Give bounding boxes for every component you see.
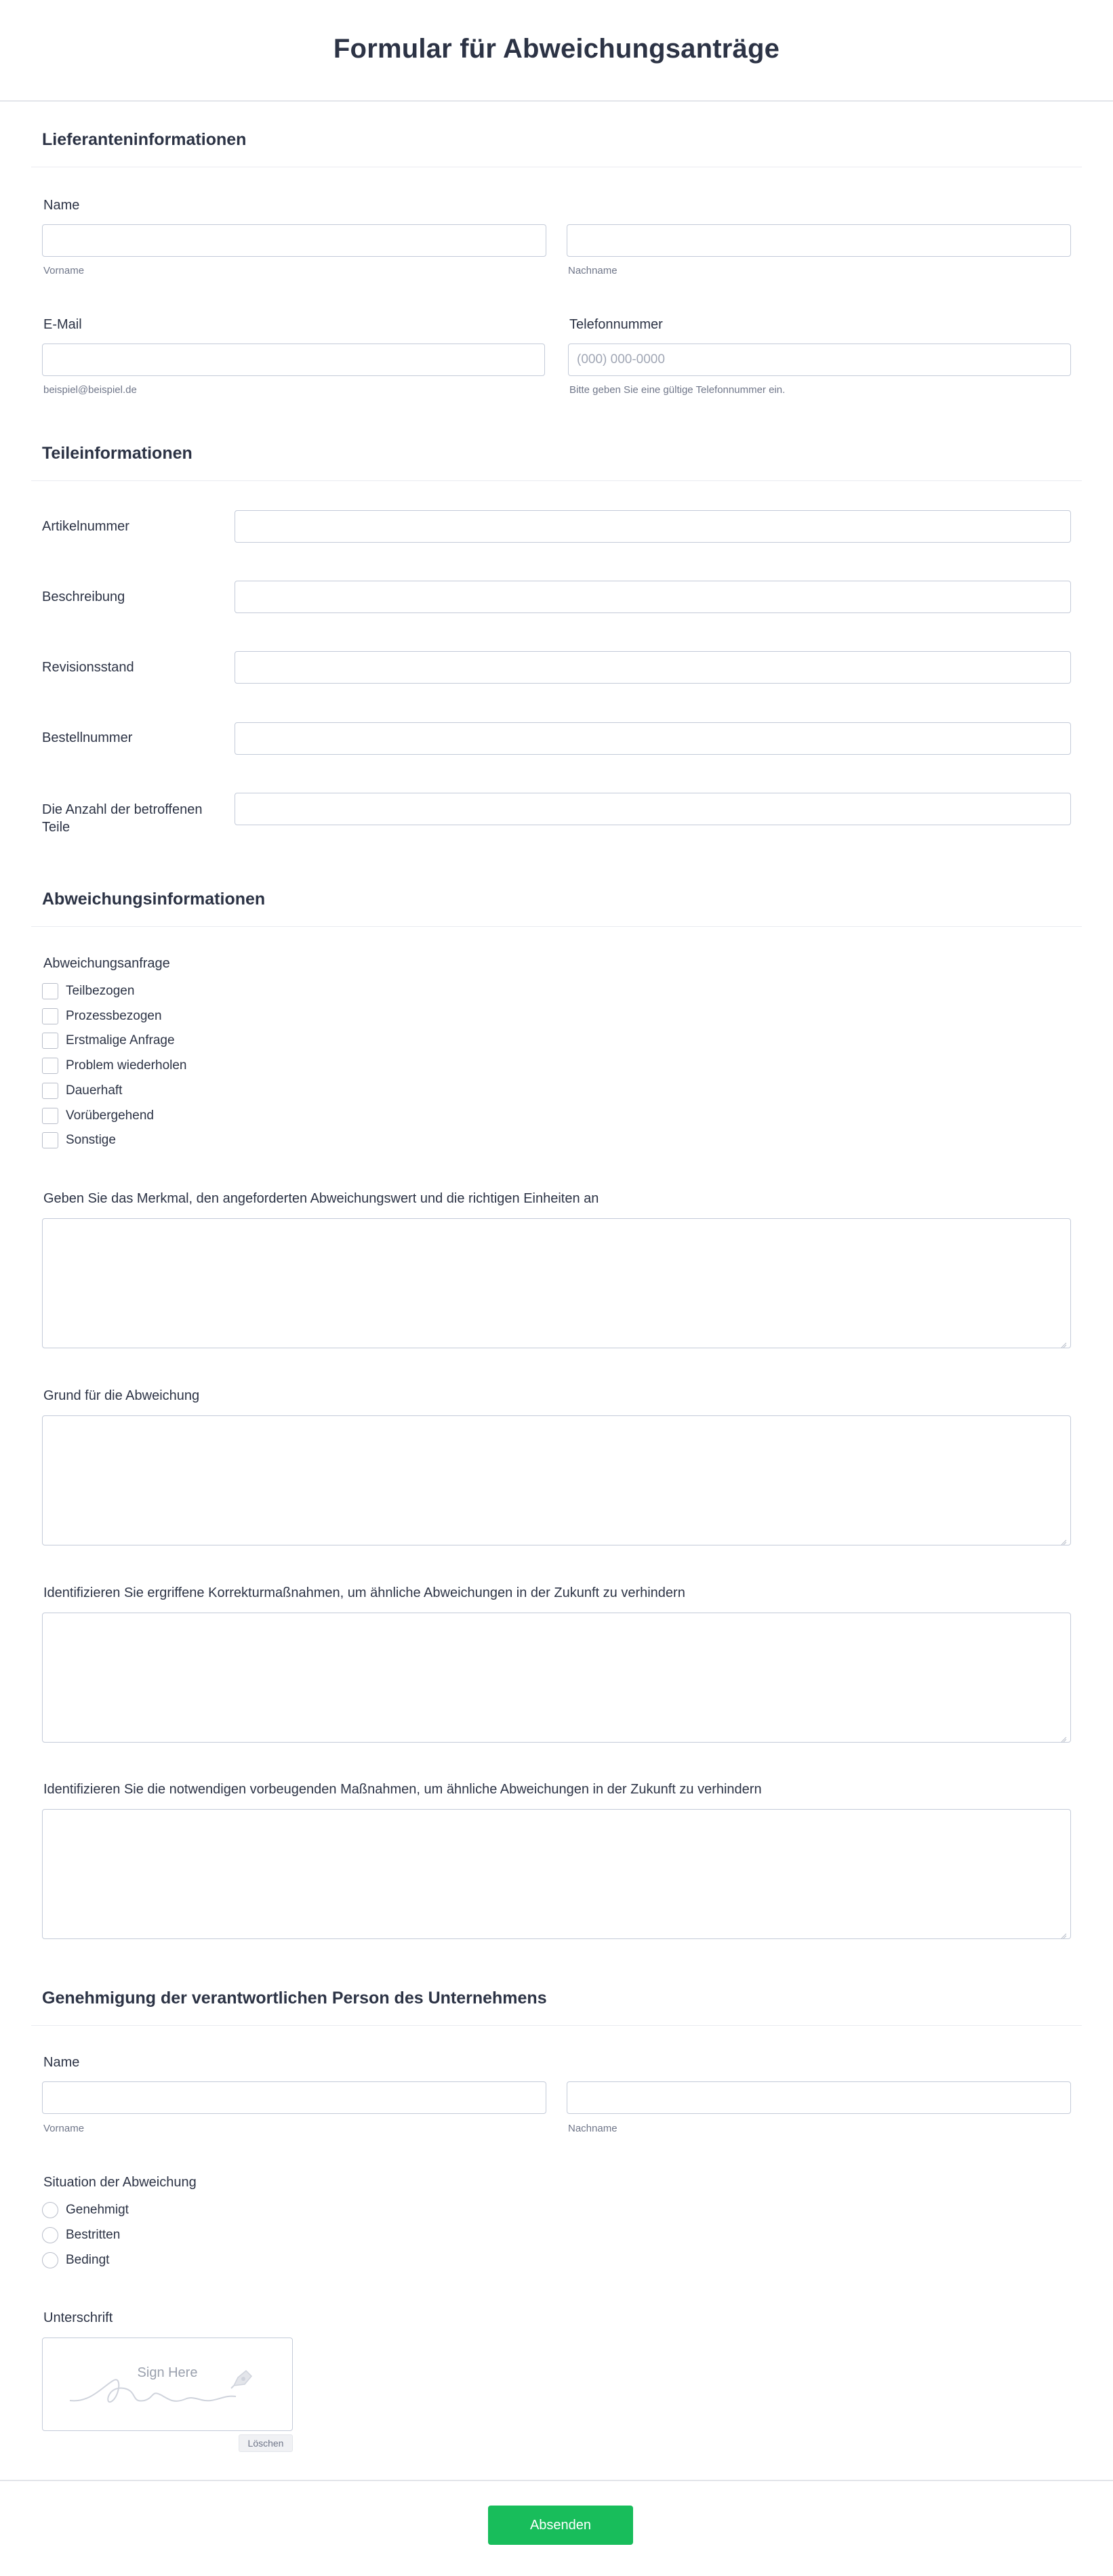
resize-grip-icon[interactable] xyxy=(1060,1932,1067,1939)
checkbox-option[interactable] xyxy=(42,1007,162,1025)
section-divider xyxy=(31,480,1082,481)
supplier-last-name-sublabel: Nachname xyxy=(568,265,618,276)
signature-label: Unterschrift xyxy=(43,2310,113,2325)
approver-name-label: Name xyxy=(43,2055,80,2070)
revision-label: Revisionsstand xyxy=(42,660,134,675)
radio-option[interactable] xyxy=(42,2226,120,2244)
radio-option-label: Genehmigt xyxy=(66,2203,129,2217)
checkbox[interactable] xyxy=(42,1083,58,1099)
section-title-parts: Teileinformationen xyxy=(42,444,193,463)
checkbox-option-label: Vorübergehend xyxy=(66,1108,154,1123)
submit-button[interactable]: Absenden xyxy=(488,2506,633,2545)
approver-last-name-input[interactable] xyxy=(567,2081,1071,2114)
checkbox-option-label: Erstmalige Anfrage xyxy=(66,1033,175,1047)
preventive-actions-textarea[interactable] xyxy=(42,1809,1071,1939)
checkbox[interactable] xyxy=(42,983,58,999)
checkbox-option[interactable] xyxy=(42,1131,116,1149)
affected-parts-label: Die Anzahl der betroffenen Teile xyxy=(42,802,203,835)
approver-last-name-sublabel: Nachname xyxy=(568,2123,618,2134)
checkbox[interactable] xyxy=(42,1058,58,1074)
email-label: E-Mail xyxy=(43,317,82,332)
signature-pad[interactable] xyxy=(42,2338,293,2431)
radio-button[interactable] xyxy=(42,2227,58,2243)
email-sublabel: beispiel@beispiel.de xyxy=(43,384,137,396)
situation-label: Situation der Abweichung xyxy=(43,2175,197,2190)
resize-grip-icon[interactable] xyxy=(1060,1342,1067,1348)
description-label: Beschreibung xyxy=(42,589,125,604)
radio-option[interactable] xyxy=(42,2251,109,2269)
checkbox-option[interactable] xyxy=(42,1107,154,1125)
supplier-last-name-input[interactable] xyxy=(567,224,1071,257)
radio-option-label: Bestritten xyxy=(66,2228,121,2242)
affected-parts-input[interactable] xyxy=(235,793,1071,825)
resize-grip-icon[interactable] xyxy=(1060,1539,1067,1545)
checkbox-option[interactable] xyxy=(42,982,134,1000)
checkbox-option[interactable] xyxy=(42,1082,122,1100)
order-number-input[interactable] xyxy=(235,722,1071,755)
preventive-actions-label: Identifizieren Sie die notwendigen vorbeugenden Maßnahmen, um ähnliche Abweichungen in der Zukunft zu verhindern xyxy=(43,1782,762,1797)
radio-button[interactable] xyxy=(42,2202,58,2218)
phone-label: Telefonnummer xyxy=(569,317,663,332)
radio-button[interactable] xyxy=(42,2252,58,2268)
supplier-name-label: Name xyxy=(43,198,80,213)
form-title: Formular für Abweichungsanträge xyxy=(333,34,780,64)
phone-input[interactable] xyxy=(568,344,1071,376)
checkbox-option[interactable] xyxy=(42,1057,187,1075)
deviation-request-label: Abweichungsanfrage xyxy=(43,956,170,971)
checkbox-option[interactable] xyxy=(42,1032,175,1050)
section-divider xyxy=(31,926,1082,927)
supplier-first-name-sublabel: Vorname xyxy=(43,265,85,276)
signature-placeholder: Sign Here xyxy=(137,2365,198,2380)
section-title-supplier: Lieferanteninformationen xyxy=(42,130,247,149)
part-number-label: Artikelnummer xyxy=(42,519,129,534)
footer-divider xyxy=(0,2480,1113,2481)
pen-icon xyxy=(230,2365,257,2390)
checkbox-option-label: Sonstige xyxy=(66,1133,116,1147)
checkbox-option-label: Teilbezogen xyxy=(66,984,135,998)
approver-first-name-input[interactable] xyxy=(42,2081,546,2114)
characteristic-label: Geben Sie das Merkmal, den angeforderten Abweichungswert und die richtigen Einheiten an xyxy=(43,1191,599,1206)
checkbox-option-label: Prozessbezogen xyxy=(66,1009,162,1023)
section-title-approval: Genehmigung der verantwortlichen Person des Unternehmens xyxy=(42,1989,547,2008)
description-input[interactable] xyxy=(235,581,1071,613)
checkbox[interactable] xyxy=(42,1108,58,1124)
corrective-actions-textarea[interactable] xyxy=(42,1613,1071,1743)
form-header xyxy=(0,0,1113,102)
radio-option[interactable] xyxy=(42,2201,129,2219)
resize-grip-icon[interactable] xyxy=(1060,1736,1067,1743)
revision-input[interactable] xyxy=(235,651,1071,684)
reason-label: Grund für die Abweichung xyxy=(43,1388,200,1403)
radio-option-label: Bedingt xyxy=(66,2253,110,2267)
corrective-actions-label: Identifizieren Sie ergriffene Korrekturmaßnahmen, um ähnliche Abweichungen in der Zukunft zu verhindern xyxy=(43,1585,685,1600)
section-divider xyxy=(31,2025,1082,2026)
order-number-label: Bestellnummer xyxy=(42,730,133,745)
part-number-input[interactable] xyxy=(235,510,1071,543)
checkbox-option-label: Problem wiederholen xyxy=(66,1058,187,1073)
checkbox[interactable] xyxy=(42,1033,58,1049)
approver-first-name-sublabel: Vorname xyxy=(43,2123,85,2134)
checkbox[interactable] xyxy=(42,1008,58,1024)
phone-sublabel: Bitte geben Sie eine gültige Telefonnummer ein. xyxy=(569,384,786,396)
reason-textarea[interactable] xyxy=(42,1415,1071,1545)
section-title-deviation: Abweichungsinformationen xyxy=(42,890,266,909)
clear-signature-button[interactable]: Löschen xyxy=(239,2434,293,2452)
checkbox[interactable] xyxy=(42,1132,58,1148)
email-input[interactable] xyxy=(42,344,545,376)
supplier-first-name-input[interactable] xyxy=(42,224,546,257)
characteristic-textarea[interactable] xyxy=(42,1218,1071,1348)
checkbox-option-label: Dauerhaft xyxy=(66,1083,123,1098)
